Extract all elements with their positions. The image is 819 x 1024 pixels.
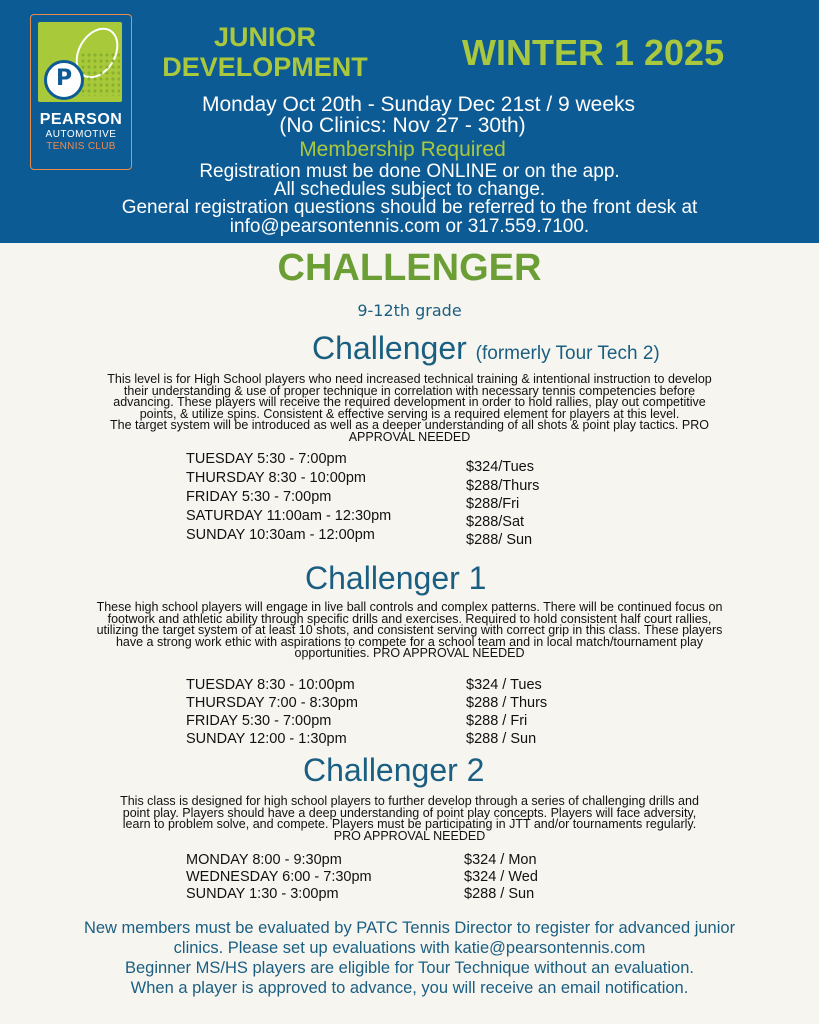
footer-evaluation-contact[interactable]: clinics. Please set up evaluations with katie@pearsontennis.com xyxy=(173,939,646,957)
section-description-challenger-1 xyxy=(14,602,805,660)
schedule-time: FRIDAY 5:30 - 7:00pm xyxy=(186,489,332,505)
footer-approval-note: When a player is approved to advance, you will receive an email notification. xyxy=(130,979,689,997)
description-line: The target system will be introduced as well as a deeper understanding of all shots & point play tactics. PRO xyxy=(110,418,709,432)
schedule-price: $288 / Sun xyxy=(464,886,535,902)
schedule-price: $288/Fri xyxy=(466,496,520,512)
description-line: learn to problem solve, and compete. Players must be participating in JTT and/or tournaments regularly. xyxy=(122,817,697,831)
schedule-time: THURSDAY 7:00 - 8:30pm xyxy=(186,695,358,711)
section-heading-text: Challenger xyxy=(312,330,467,366)
description-line: APPROVAL NEEDED xyxy=(348,429,471,444)
schedule-price: $324 / Tues xyxy=(466,677,542,693)
schedule-note: All schedules subject to change. xyxy=(273,179,546,200)
section-subheading: (formerly Tour Tech 2) xyxy=(475,343,660,364)
description-line: their understanding & use of proper technique in correlation with necessary tennis competencies before xyxy=(123,383,696,398)
schedule-time: SUNDAY 1:30 - 3:00pm xyxy=(186,886,339,902)
logo-name-line3: TENNIS CLUB xyxy=(46,141,116,152)
schedule-price: $324/Tues xyxy=(466,459,534,475)
description-line: footwork and athletic ability through specific drills and exercises. Required to hold consistent half court rallies, xyxy=(107,611,712,626)
header-banner xyxy=(0,0,819,243)
schedule-time: FRIDAY 5:30 - 7:00pm xyxy=(186,713,332,729)
schedule-price: $288/Thurs xyxy=(466,478,540,494)
contact-info[interactable]: info@pearsontennis.com or 317.559.7100. xyxy=(229,216,590,237)
description-line: have a strong work ethic with aspirations to compete for a school team and in local match/tournament play xyxy=(115,634,704,649)
schedule-time: SATURDAY 11:00am - 12:30pm xyxy=(186,508,392,524)
description-line: These high school players will engage in live ball controls and complex patterns. There will be continued focus on xyxy=(96,600,723,614)
description-line: PRO APPROVAL NEEDED xyxy=(333,828,486,843)
description-line: opportunities. PRO APPROVAL NEEDED xyxy=(294,646,525,660)
general-questions-note: General registration questions should be referred to the front desk at xyxy=(121,197,698,218)
description-line: advancing. These players will receive the required development in order to hold rallies, play out competitive xyxy=(113,395,706,409)
no-clinics-note: (No Clinics: Nov 27 - 30th) xyxy=(279,114,526,137)
section-heading-challenger-1: Challenger 1 xyxy=(305,560,487,596)
description-line: points, & utilize spins. Consistent & effective serving is a required element for players at this level. xyxy=(139,406,680,421)
section-description-challenger-2 xyxy=(14,796,805,842)
level-title: CHALLENGER xyxy=(277,247,542,289)
registration-note: Registration must be done ONLINE or on the app. xyxy=(199,161,620,182)
footer-evaluation-note: New members must be evaluated by PATC Tennis Director to register for advanced junior xyxy=(83,919,736,937)
logo-name-line2: AUTOMOTIVE xyxy=(45,129,117,140)
section-description-challenger xyxy=(14,374,805,443)
schedule-price: $324 / Wed xyxy=(464,869,538,885)
schedule-price: $324 / Mon xyxy=(464,852,537,868)
schedule-time: SUNDAY 12:00 - 1:30pm xyxy=(186,731,347,747)
schedule-time: SUNDAY 10:30am - 12:00pm xyxy=(186,527,375,543)
p-badge-icon: P xyxy=(44,60,84,100)
session-title: WINTER 1 2025 xyxy=(462,32,725,73)
schedule-price: $288 / Fri xyxy=(466,713,528,729)
footer-beginner-note: Beginner MS/HS players are eligible for Tour Technique without an evaluation. xyxy=(125,959,694,977)
program-title-line2: DEVELOPMENT xyxy=(162,52,368,82)
pearson-logo-icon xyxy=(38,22,122,102)
grade-range: 9-12th grade xyxy=(357,301,462,320)
schedule-time: WEDNESDAY 6:00 - 7:30pm xyxy=(186,869,372,885)
schedule-time: TUESDAY 8:30 - 10:00pm xyxy=(186,677,355,693)
schedule-price: $288/Sat xyxy=(466,514,525,530)
session-dates: Monday Oct 20th - Sunday Dec 21st / 9 weeks xyxy=(201,93,636,116)
schedule-time: MONDAY 8:00 - 9:30pm xyxy=(186,852,342,868)
racket-strings-pattern xyxy=(80,52,120,96)
section-heading-challenger xyxy=(312,330,660,367)
schedule-time: THURSDAY 8:30 - 10:00pm xyxy=(186,470,366,486)
description-line: This level is for High School players who need increased technical training & intentional instruction to develop xyxy=(107,372,712,386)
schedule-price: $288 / Sun xyxy=(466,731,537,747)
description-line: This class is designed for high school players to further develop through a series of challenging drills and xyxy=(120,794,699,808)
logo-name-line1: PEARSON xyxy=(39,111,123,128)
description-line: point play. Players should have a deep understanding of point play concepts. Players will face adversity, xyxy=(122,805,697,820)
section-heading-challenger-2: Challenger 2 xyxy=(303,752,485,788)
program-title xyxy=(140,22,390,82)
description-line: utilizing the target system of at least 10 shots, and consistent serving with correct grip in this class. These players xyxy=(96,623,723,637)
schedule-price: $288 / Thurs xyxy=(466,695,548,711)
schedule-time: TUESDAY 5:30 - 7:00pm xyxy=(186,451,347,467)
program-title-line1: JUNIOR xyxy=(213,22,316,52)
membership-note: Membership Required xyxy=(299,138,506,161)
schedule-price: $288/ Sun xyxy=(466,532,533,548)
